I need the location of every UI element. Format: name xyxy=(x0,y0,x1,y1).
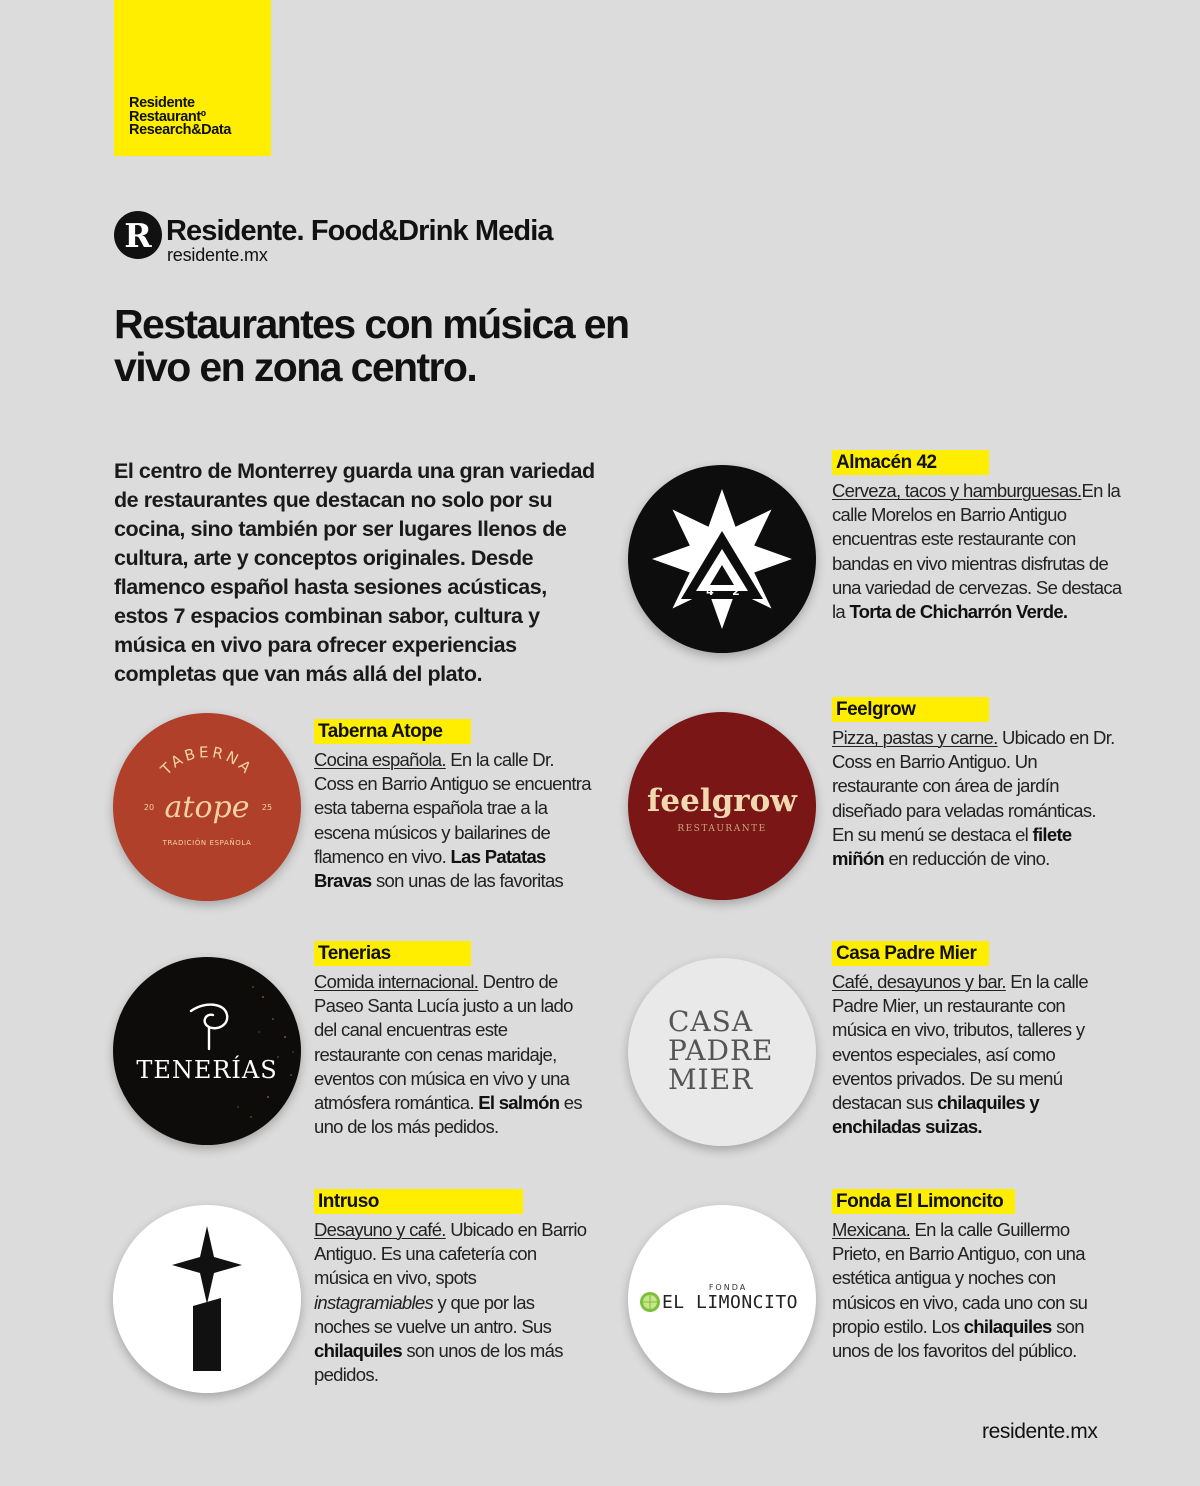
highlight-dish: El salmón xyxy=(478,1092,560,1114)
restaurant-entry-fonda-el-limoncito xyxy=(832,1189,1117,1363)
footer-url[interactable]: residente.mx xyxy=(982,1420,1098,1443)
logo-tagline: TRADICIÓN ESPAÑOLA xyxy=(162,839,252,847)
description-text: Dentro de Paseo Santa Lucía justo a un lado del canal encuentras este restaurante con cenas maridaje, eventos con música en vivo y una atmósfera romántica. xyxy=(314,971,573,1114)
logo-subtitle: RESTAURANTE xyxy=(677,824,767,834)
logo-small-text: FONDA xyxy=(708,1283,748,1292)
intro-paragraph: El centro de Monterrey guarda una gran variedad de restaurantes que destacan no solo por su cocina, sino también por ser lugares llenos de cultura, arte y conceptos originales. Desde flamenco español hasta sesiones acústicas, estos 7 espacios combinan sabor, cultura y música en vivo para ofrecer experiencias completas que van más allá del plato. xyxy=(114,459,595,686)
highlight-dish: Las Patatas Bravas xyxy=(314,845,546,892)
logo-wordmark: EL LIMONCITO xyxy=(661,1292,799,1313)
restaurant-name: Casa Padre Mier xyxy=(832,941,989,966)
restaurant-entry-tenerias xyxy=(314,941,589,1139)
restaurant-description xyxy=(832,970,1117,1139)
description-text: es uno de los más pedidos. xyxy=(314,1092,582,1138)
restaurant-description xyxy=(314,970,589,1139)
i-stem-icon xyxy=(193,1298,221,1371)
research-brand-text xyxy=(129,97,231,138)
restaurant-description xyxy=(314,748,594,893)
media-url[interactable]: residente.mx xyxy=(167,245,268,265)
restaurant-description xyxy=(832,1218,1117,1363)
description-text: son unos de los favoritos del público. xyxy=(832,1315,1084,1362)
research-line: Research&Data xyxy=(129,122,231,138)
restaurant-category: Pizza, pastas y carne. xyxy=(832,727,998,748)
restaurant-category: Desayuno y café. xyxy=(314,1219,446,1240)
logo-year: 20 xyxy=(143,803,155,812)
restaurant-entry-taberna-atope xyxy=(314,719,594,893)
description-text: En la calle Dr. Coss en Barrio Antiguo se encuentra esta taberna española trae a la escena músicos y bailarines de flamenco en vivo. xyxy=(314,749,591,867)
restaurant-category: Cerveza, tacos y hamburguesas. xyxy=(832,480,1082,501)
feelgrow-logo xyxy=(628,712,816,900)
restaurant-description xyxy=(314,1218,594,1387)
casa-padre-mier-logo xyxy=(628,958,816,1146)
description-text: son unas de las favoritas xyxy=(371,870,564,892)
restaurant-category: Mexicana. xyxy=(832,1219,911,1240)
taberna-atope-logo xyxy=(113,713,301,901)
restaurant-description xyxy=(832,726,1117,871)
restaurant-name: Tenerias xyxy=(314,941,471,966)
logo-digit: 4 xyxy=(706,585,714,598)
restaurant-name: Almacén 42 xyxy=(832,450,989,475)
intruso-logo xyxy=(113,1205,301,1393)
description-text: son unos de los más pedidos. xyxy=(314,1340,563,1386)
restaurant-name: Fonda El Limoncito xyxy=(832,1189,1015,1214)
lime-icon xyxy=(640,1292,660,1312)
restaurant-name: Feelgrow xyxy=(832,697,989,722)
almacen-42-logo xyxy=(628,465,816,653)
logo-digit: 2 xyxy=(732,585,740,598)
logo-line: PADRE xyxy=(668,1034,774,1067)
restaurant-entry-almacen-42 xyxy=(832,450,1122,624)
logo-script-word: atope xyxy=(164,790,250,825)
tenerias-logo xyxy=(113,957,301,1145)
restaurant-category: Comida internacional. xyxy=(314,971,479,992)
logo-wordmark: TENERÍAS xyxy=(136,1056,278,1084)
restaurant-name: Taberna Atope xyxy=(314,719,471,744)
research-data-badge xyxy=(114,0,271,156)
description-text: y que por las noches se vuelve un antro. Sus xyxy=(314,1291,552,1337)
restaurant-description xyxy=(832,479,1122,624)
restaurant-name: Intruso xyxy=(314,1189,523,1214)
logo-line: MIER xyxy=(668,1063,754,1096)
residente-r-icon: R xyxy=(114,211,162,259)
restaurant-entry-casa-padre-mier xyxy=(832,941,1117,1139)
highlight-dish: chilaquiles y enchiladas suizas. xyxy=(832,1092,1040,1138)
description-text: En la calle Padre Mier, un restaurante con música en vivo, tributos, talleres y eventos especiales, así como eventos privados. De su menú destacan sus xyxy=(832,971,1088,1114)
logo-year: 25 xyxy=(261,803,273,812)
fonda-el-limoncito-logo xyxy=(628,1205,816,1393)
description-text: En la calle Morelos en Barrio Antiguo encuentras este restaurante con bandas en vivo mientras disfrutas de una variedad de cervezas. Se destaca la xyxy=(832,480,1122,623)
logo-arc-text: TABERNA xyxy=(157,743,257,779)
description-text: Ubicado en Barrio Antiguo. Es una cafetería con música en vivo, spots xyxy=(314,1219,587,1289)
restaurant-category: Cocina española. xyxy=(314,749,446,770)
highlight-dish: chilaquiles xyxy=(314,1340,402,1362)
restaurant-category: Café, desayunos y bar. xyxy=(832,971,1006,992)
restaurant-entry-intruso xyxy=(314,1189,594,1387)
highlight-dish: filete miñón xyxy=(832,823,1072,870)
highlight-dish: Torta de Chicharrón Verde. xyxy=(849,601,1068,623)
swirl-icon xyxy=(191,1005,227,1049)
restaurant-entry-feelgrow xyxy=(832,697,1117,871)
research-line: Restaurantº xyxy=(129,108,206,125)
logo-wordmark: feelgrow xyxy=(647,783,797,819)
description-italic: instagramiables xyxy=(314,1291,434,1313)
description-text: Ubicado en Dr. Coss en Barrio Antiguo. Un restaurante con área de jardín diseñado para veladas románticas. En su menú se destaca el xyxy=(832,727,1115,845)
description-text: en reducción de vino. xyxy=(884,848,1050,870)
media-logo xyxy=(114,211,553,266)
media-name: Residente. Food&Drink Media xyxy=(166,215,553,247)
highlight-dish: chilaquiles xyxy=(963,1315,1052,1337)
page-title: Restaurantes con música en vivo en zona centro. xyxy=(114,301,629,390)
logo-line: CASA xyxy=(668,1005,754,1038)
research-line: Residente xyxy=(129,95,195,111)
description-text: En la calle Guillermo Prieto, en Barrio Antiguo, con una estética antigua y noches con músicos en vivo, cada uno con su propio estilo. Los xyxy=(832,1219,1088,1337)
sparkle-star-icon xyxy=(172,1226,242,1304)
